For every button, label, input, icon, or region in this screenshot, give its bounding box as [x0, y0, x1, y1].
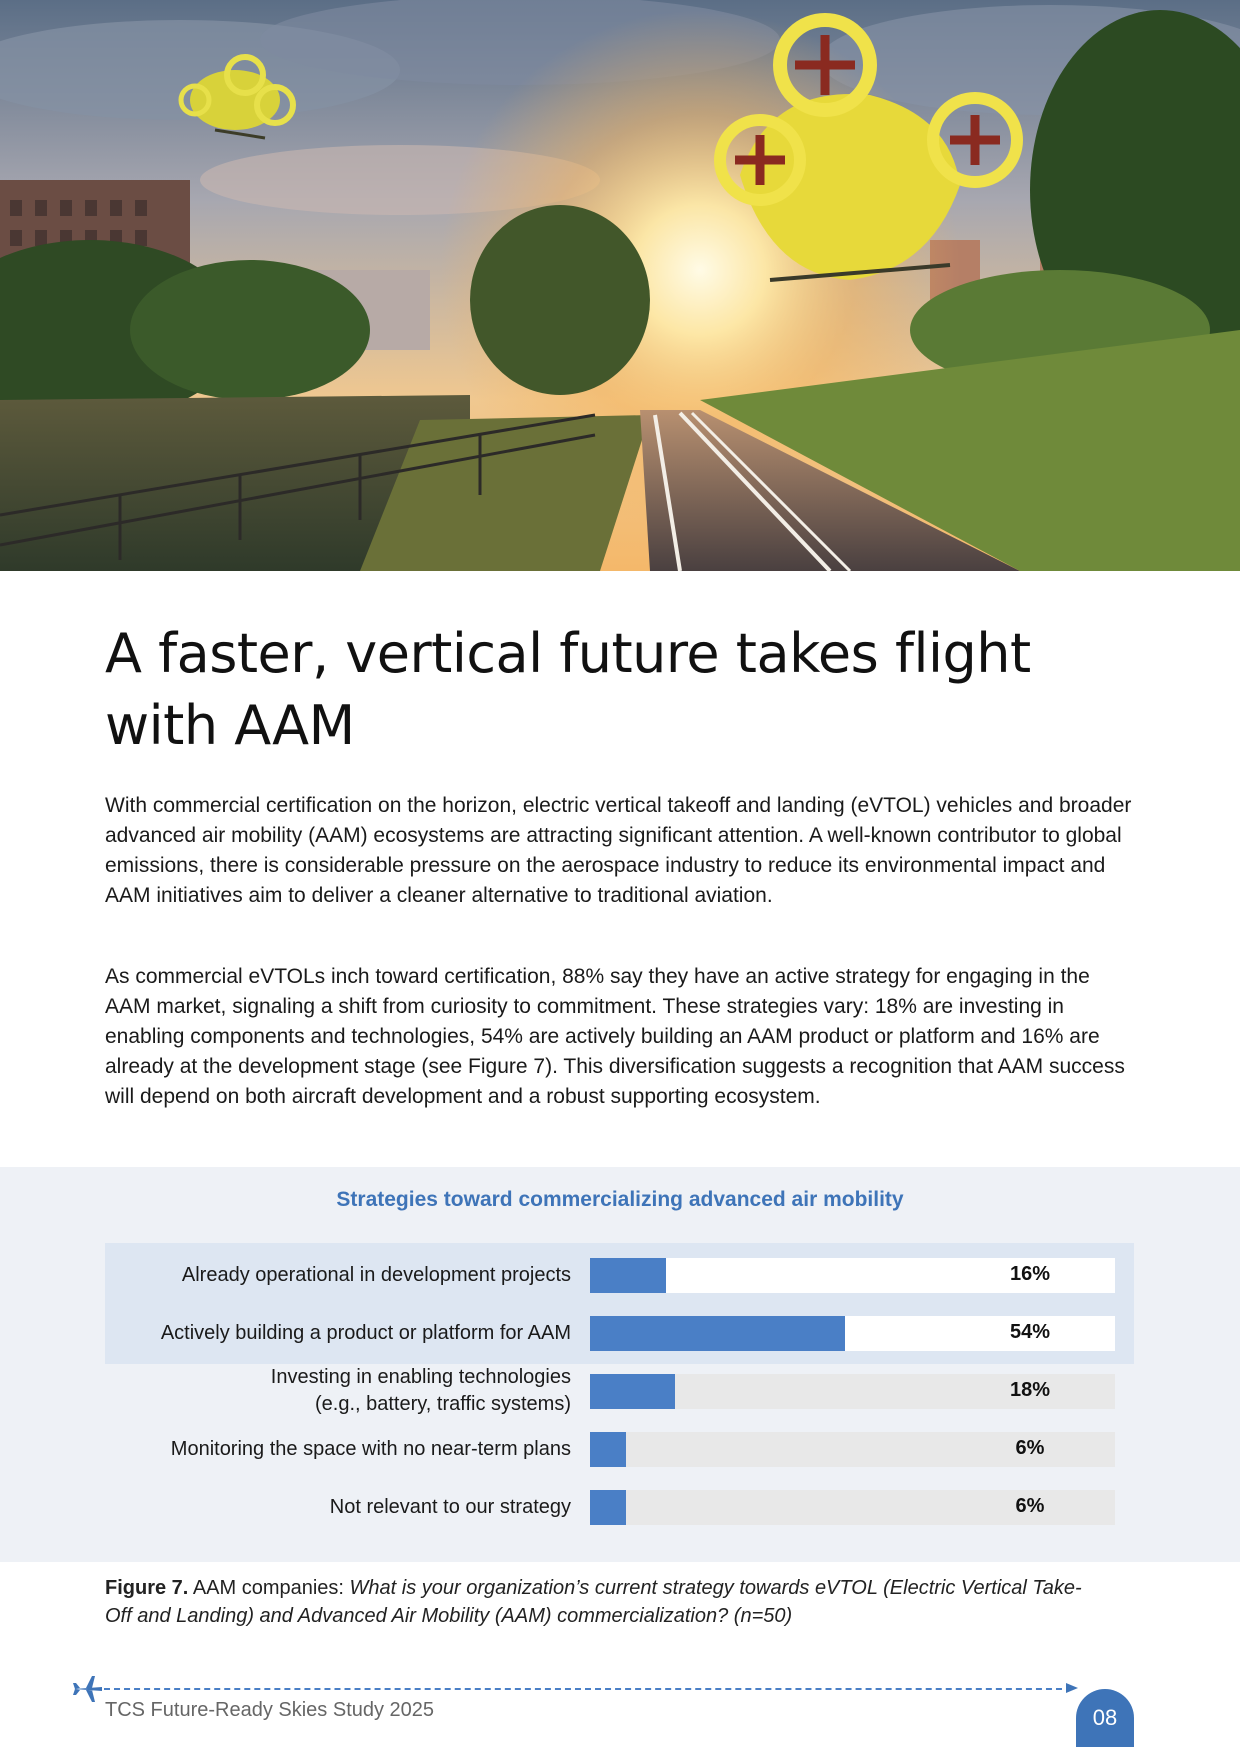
bar-value-label: 18% — [1009, 1379, 1051, 1401]
bar — [590, 1258, 666, 1293]
chart-title: Strategies toward commercializing advanced air mobility — [336, 1188, 904, 1211]
footer-study-name: TCS Future-Ready Skies Study 2025 — [105, 1699, 435, 1721]
bar-value-label: 6% — [1015, 1495, 1045, 1517]
bar — [590, 1316, 845, 1351]
bar — [590, 1432, 626, 1467]
bar-value-label: 16% — [1009, 1263, 1051, 1285]
bar-value-label: 54% — [1009, 1321, 1051, 1343]
bar-label: Not relevant to our strategy — [329, 1495, 571, 1518]
bar — [590, 1374, 675, 1409]
bar — [590, 1490, 626, 1525]
caption-label: Figure 7. — [105, 1577, 189, 1599]
bar-value-label: 6% — [1015, 1437, 1045, 1459]
intro-paragraph: With commercial certification on the horizon, electric vertical takeoff and landing (eVTOL) vehicles and broader advanced air mobility (AAM) ecosystems are attracting significant attention. A well-known contributor to global emissions, there is considerable pressure on the aerospace industry to reduce its environmental impact and AAM initiatives aim to deliver a cleaner alternative to traditional aviation. — [105, 794, 1132, 907]
strategy-paragraph: As commercial eVTOLs inch toward certification, 88% say they have an active strategy for engaging in the AAM market, signaling a shift from curiosity to commitment. These strategies vary: 18% are investing in enabling components and technologies, 54% are actively building an AAM product or platform and 16% are already at the development stage (see Figure 7). This diversification suggests a recognition that AAM success will depend on both aircraft development and a robust supporting ecosystem. — [105, 965, 1125, 1108]
page-title-line2: with AAM — [105, 694, 355, 757]
caption-question: What is your organization’s current strategy towards eVTOL (Electric Vertical Take-Off and Landing) and Advanced Air Mobility (AAM) commercialization? (n=50) — [105, 1577, 1082, 1627]
page-number: 08 — [1076, 1689, 1134, 1747]
figure-caption — [105, 1574, 1105, 1630]
footer-divider — [104, 1688, 1072, 1690]
bar-label: Already operational in development projects — [181, 1263, 571, 1286]
arrow-right-icon — [1066, 1682, 1078, 1694]
bar-label: Monitoring the space with no near-term plans — [170, 1437, 571, 1460]
airplane-icon — [72, 1674, 104, 1704]
page-title-line1: A faster, vertical future takes flight — [105, 622, 1031, 685]
bar-label: Actively building a product or platform for AAM — [160, 1321, 571, 1344]
caption-lead: AAM companies: — [188, 1577, 350, 1599]
bar-label: Investing in enabling technologies (e.g., battery, traffic systems) — [270, 1366, 571, 1415]
